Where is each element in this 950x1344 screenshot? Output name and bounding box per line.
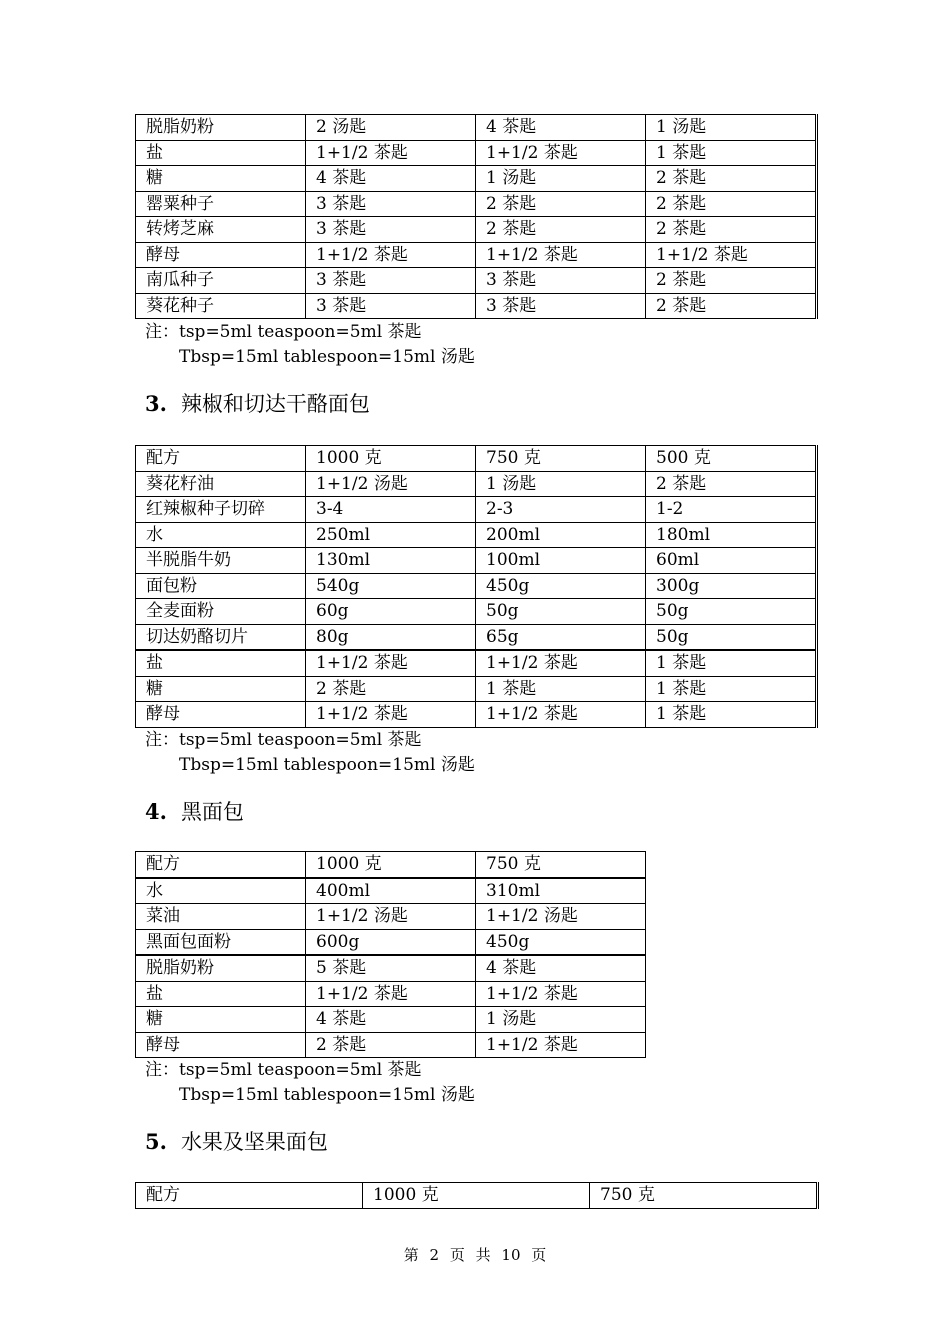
table-cell: 2 茶匙: [306, 676, 476, 702]
table-cell: 60g: [306, 599, 476, 625]
table-cell: 盐: [136, 650, 306, 676]
table-5-container: [135, 1182, 819, 1209]
note-line-1: 注：tsp=5ml teaspoon=5ml 茶匙: [145, 322, 422, 342]
note-line-1: 注：tsp=5ml teaspoon=5ml 茶匙: [145, 1060, 422, 1080]
table-cell: 红辣椒种子切碎: [136, 497, 306, 523]
table-cell: 罂粟种子: [136, 191, 306, 217]
table-cell: 450g: [476, 929, 646, 955]
table-row: [136, 573, 817, 599]
note-line-1: 注：tsp=5ml teaspoon=5ml 茶匙: [145, 730, 422, 750]
table-row: [136, 497, 817, 523]
table-cell: 450g: [476, 573, 646, 599]
note-line-2: Tbsp=15ml tablespoon=15ml 汤匙: [179, 755, 475, 775]
note-line-2: Tbsp=15ml tablespoon=15ml 汤匙: [179, 1085, 475, 1105]
table-cell: 1 茶匙: [646, 702, 817, 728]
table-4: [135, 851, 646, 1058]
table-cell: 1000 克: [363, 1183, 590, 1209]
table-1-container: [135, 114, 818, 319]
table-cell: 2 茶匙: [646, 166, 817, 192]
table-row: [136, 878, 646, 904]
table-cell: 1 茶匙: [476, 676, 646, 702]
section-3-title: 辣椒和切达干酪面包: [180, 392, 370, 416]
footer-ye: 页: [449, 1246, 465, 1264]
table-row: [136, 599, 817, 625]
table-cell: 黑面包面粉: [136, 929, 306, 955]
table-cell: 1+1/2 茶匙: [306, 981, 476, 1007]
table-5: [135, 1182, 819, 1209]
table-cell: 2 茶匙: [476, 191, 646, 217]
table-cell: 60ml: [646, 548, 817, 574]
table-cell: 1+1/2 汤匙: [306, 904, 476, 930]
table-cell: 2 茶匙: [306, 1032, 476, 1058]
table-row: [136, 981, 646, 1007]
table-cell: 1+1/2 茶匙: [646, 242, 817, 268]
table-cell: 糖: [136, 676, 306, 702]
table-cell: 1+1/2 茶匙: [476, 650, 646, 676]
table-cell: 1+1/2 茶匙: [306, 702, 476, 728]
page-footer: [0, 1244, 950, 1265]
section-3-heading: [145, 388, 370, 418]
table-cell: 540g: [306, 573, 476, 599]
table-cell: 配方: [136, 1183, 363, 1209]
table-cell: 1 汤匙: [646, 115, 817, 141]
table-cell: 1+1/2 茶匙: [306, 140, 476, 166]
table-cell: 1+1/2 茶匙: [476, 242, 646, 268]
table-cell: 全麦面粉: [136, 599, 306, 625]
table-cell: 1 茶匙: [646, 650, 817, 676]
footer-page-number: 2: [429, 1246, 440, 1264]
table-cell: 1+1/2 茶匙: [306, 242, 476, 268]
table-cell: 面包粉: [136, 573, 306, 599]
table-cell: 310ml: [476, 878, 646, 904]
table-row: [136, 676, 817, 702]
footer-gong: 共: [475, 1246, 491, 1264]
table-row: [136, 191, 817, 217]
table-cell: 酵母: [136, 242, 306, 268]
table-cell: 750 克: [590, 1183, 818, 1209]
table-cell: 切达奶酪切片: [136, 624, 306, 650]
table-cell: 糖: [136, 1007, 306, 1033]
section-5-heading: [145, 1126, 328, 1156]
table-cell: 1+1/2 茶匙: [476, 140, 646, 166]
table-cell: 2 茶匙: [646, 217, 817, 243]
footer-ye-2: 页: [531, 1246, 547, 1264]
table-row: [136, 650, 817, 676]
table-4-container: [135, 851, 646, 1058]
table-cell: 1000 克: [306, 852, 476, 878]
table-cell: 130ml: [306, 548, 476, 574]
table-cell: 3 茶匙: [306, 191, 476, 217]
table-row: [136, 293, 817, 319]
table-3-container: [135, 445, 818, 728]
table-row: [136, 852, 646, 878]
table-cell: 2 茶匙: [646, 191, 817, 217]
table-row: [136, 268, 817, 294]
table-cell: 1 茶匙: [646, 676, 817, 702]
table-cell: 水: [136, 522, 306, 548]
table-row: [136, 1032, 646, 1058]
table-cell: 300g: [646, 573, 817, 599]
table-cell: 葵花种子: [136, 293, 306, 319]
table-cell: 3 茶匙: [476, 293, 646, 319]
table-cell: 3 茶匙: [476, 268, 646, 294]
table-cell: 1+1/2 茶匙: [306, 650, 476, 676]
table-cell: 2 茶匙: [646, 268, 817, 294]
section-4-number: 4.: [145, 799, 167, 824]
table-cell: 配方: [136, 852, 306, 878]
table-cell: 1+1/2 茶匙: [476, 1032, 646, 1058]
table-row: [136, 140, 817, 166]
table-3-note: [145, 728, 475, 778]
table-row: [136, 548, 817, 574]
table-cell: 750 克: [476, 446, 646, 472]
table-cell: 400ml: [306, 878, 476, 904]
table-cell: 2 茶匙: [646, 471, 817, 497]
table-row: [136, 471, 817, 497]
table-cell: 糖: [136, 166, 306, 192]
footer-di: 第: [403, 1246, 419, 1264]
table-cell: 1-2: [646, 497, 817, 523]
table-row: [136, 624, 817, 650]
table-row: [136, 522, 817, 548]
table-row: [136, 217, 817, 243]
table-cell: 水: [136, 878, 306, 904]
table-row: [136, 1007, 646, 1033]
table-1-note: [145, 320, 475, 370]
table-cell: 1 汤匙: [476, 1007, 646, 1033]
table-row: [136, 446, 817, 472]
section-5-title: 水果及坚果面包: [180, 1130, 328, 1154]
table-cell: 2-3: [476, 497, 646, 523]
table-cell: 100ml: [476, 548, 646, 574]
table-cell: 180ml: [646, 522, 817, 548]
table-row: [136, 702, 817, 728]
table-cell: 1+1/2 茶匙: [476, 702, 646, 728]
table-cell: 配方: [136, 446, 306, 472]
table-cell: 酵母: [136, 702, 306, 728]
table-cell: 2 茶匙: [476, 217, 646, 243]
table-3: [135, 445, 818, 728]
table-cell: 600g: [306, 929, 476, 955]
footer-total-pages: 10: [501, 1246, 521, 1264]
table-cell: 转烤芝麻: [136, 217, 306, 243]
section-4-heading: [145, 796, 244, 826]
table-cell: 酵母: [136, 1032, 306, 1058]
table-cell: 1 茶匙: [646, 140, 817, 166]
table-cell: 500 克: [646, 446, 817, 472]
table-cell: 2 茶匙: [646, 293, 817, 319]
table-cell: 5 茶匙: [306, 955, 476, 981]
table-row: [136, 166, 817, 192]
table-cell: 半脱脂牛奶: [136, 548, 306, 574]
table-cell: 1+1/2 汤匙: [476, 904, 646, 930]
table-cell: 菜油: [136, 904, 306, 930]
table-cell: 脱脂奶粉: [136, 115, 306, 141]
table-cell: 50g: [476, 599, 646, 625]
section-5-number: 5.: [145, 1129, 167, 1154]
table-cell: 3 茶匙: [306, 293, 476, 319]
table-cell: 盐: [136, 140, 306, 166]
table-row: [136, 242, 817, 268]
table-cell: 200ml: [476, 522, 646, 548]
table-4-note: [145, 1058, 475, 1108]
table-cell: 盐: [136, 981, 306, 1007]
table-cell: 4 茶匙: [306, 1007, 476, 1033]
table-cell: 750 克: [476, 852, 646, 878]
table-row: [136, 955, 646, 981]
section-4-title: 黑面包: [180, 800, 244, 824]
table-cell: 1 汤匙: [476, 166, 646, 192]
table-cell: 3-4: [306, 497, 476, 523]
table-cell: 1 汤匙: [476, 471, 646, 497]
table-cell: 1+1/2 茶匙: [476, 981, 646, 1007]
table-row: [136, 904, 646, 930]
table-cell: 50g: [646, 599, 817, 625]
table-row: [136, 1183, 818, 1209]
table-cell: 4 茶匙: [476, 955, 646, 981]
table-cell: 65g: [476, 624, 646, 650]
table-cell: 1000 克: [306, 446, 476, 472]
table-cell: 1+1/2 汤匙: [306, 471, 476, 497]
table-row: [136, 929, 646, 955]
table-cell: 250ml: [306, 522, 476, 548]
table-cell: 4 茶匙: [476, 115, 646, 141]
table-cell: 2 汤匙: [306, 115, 476, 141]
table-cell: 80g: [306, 624, 476, 650]
table-cell: 葵花籽油: [136, 471, 306, 497]
table-cell: 50g: [646, 624, 817, 650]
table-row: [136, 115, 817, 141]
table-cell: 3 茶匙: [306, 217, 476, 243]
section-3-number: 3.: [145, 391, 167, 416]
table-cell: 3 茶匙: [306, 268, 476, 294]
table-1: [135, 114, 818, 319]
table-cell: 脱脂奶粉: [136, 955, 306, 981]
table-cell: 南瓜种子: [136, 268, 306, 294]
note-line-2: Tbsp=15ml tablespoon=15ml 汤匙: [179, 347, 475, 367]
table-cell: 4 茶匙: [306, 166, 476, 192]
